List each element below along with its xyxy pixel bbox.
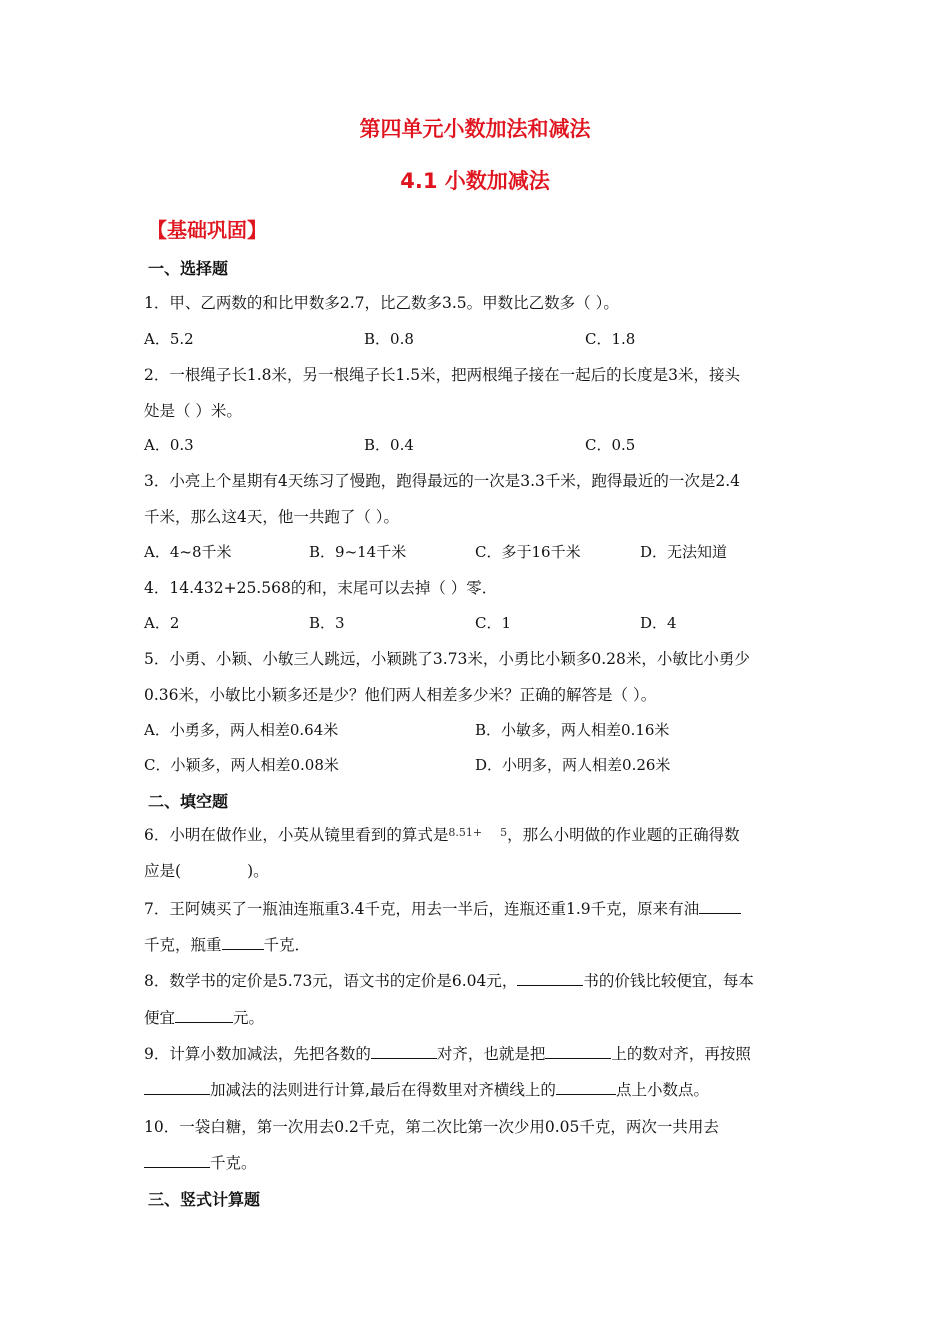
question-7-text-a: 7．王阿姨买了一瓶油连瓶重3.4千克，用去一半后，连瓶还重1.9千克，原来有油 (144, 900, 700, 918)
section-heading-vertical-calc: 三、竖式计算题 (148, 1190, 261, 1209)
question-3-option-d: D．无法知道 (640, 543, 728, 561)
question-1-text: 1．甲、乙两数的和比甲数多2.7，比乙数多3.5。甲数比乙数多（ ）。 (144, 294, 619, 312)
question-2-option-a: A．0.3 (144, 436, 194, 454)
question-8-line2 (144, 1006, 264, 1028)
question-8-text-c: 便宜 (144, 1009, 176, 1027)
question-8-text-b: 书的价钱比较便宜，每本 (583, 972, 754, 990)
answer-blank[interactable] (222, 935, 264, 950)
answer-blank[interactable] (517, 971, 583, 986)
question-5-line1: 5．小勇、小颖、小敏三人跳远，小颖跳了3.73米，小勇比小颖多0.28米，小敏比小勇少 (144, 650, 750, 668)
question-4-option-d: D．4 (640, 614, 677, 632)
question-8-line1 (144, 969, 754, 991)
question-5-option-b: B．小敏多，两人相差0.16米 (475, 721, 670, 739)
question-3-option-a: A．4~8千米 (144, 543, 232, 561)
question-4-option-c: C．1 (475, 614, 512, 632)
question-10-text-b: 千克。 (210, 1154, 257, 1172)
question-4-option-b: B．3 (309, 614, 345, 632)
page-subtitle: 4.1 小数加减法 (400, 169, 550, 193)
question-3-option-b: B．9~14千米 (309, 543, 407, 561)
question-8-text-a: 8．数学书的定价是5.73元，语文书的定价是6.04元， (144, 972, 518, 990)
question-5-line2: 0.36米，小敏比小颖多还是少？他们两人相差多少米？正确的解答是（ ）。 (144, 686, 657, 704)
question-6-line2 (144, 859, 269, 881)
question-2-line2: 处是（ ）米。 (144, 402, 242, 420)
question-9-text-e: 点上小数点。 (615, 1081, 709, 1099)
question-6-text-b: ，那么小明做的作业题的正确得数 (507, 826, 740, 844)
question-5-option-c: C．小颖多，两人相差0.08米 (144, 756, 339, 774)
question-9-text-a: 9．计算小数加减法，先把各数的 (144, 1045, 371, 1063)
section-tag: 【基础巩固】 (147, 218, 267, 242)
answer-blank[interactable] (699, 899, 741, 914)
question-7-text-c: 千克． (263, 936, 311, 954)
question-1-option-c: C．1.8 (585, 330, 636, 348)
answer-blank[interactable] (175, 1008, 233, 1023)
question-3-line1: 3．小亮上个星期有4天练习了慢跑，跑得最远的一次是3.3千米，跑得最近的一次是2.4 (144, 472, 741, 490)
question-3-option-c: C．多于16千米 (475, 543, 581, 561)
question-4-option-a: A．2 (144, 614, 180, 632)
question-7-line2 (144, 933, 310, 955)
question-5-option-a: A．小勇多，两人相差0.64米 (144, 721, 339, 739)
question-4-text: 4．14.432+25.568的和，末尾可以去掉（ ）零． (144, 579, 498, 597)
mirror-formula-a: 8.51+ (448, 826, 483, 839)
question-9-text-b: 对齐，也就是把 (436, 1045, 546, 1063)
answer-blank[interactable] (371, 1044, 437, 1059)
section-heading-fill: 二、填空题 (148, 792, 229, 811)
question-6-text-d: )。 (247, 862, 269, 880)
question-10-line1: 10．一袋白糖，第一次用去0.2千克，第二次比第一次少用0.05千克，两次一共用去 (144, 1118, 719, 1136)
answer-blank[interactable] (144, 1080, 210, 1095)
question-9-line2 (144, 1078, 709, 1100)
question-8-text-d: 元。 (233, 1009, 265, 1027)
answer-blank[interactable] (144, 1153, 210, 1168)
question-10-line2 (144, 1151, 257, 1173)
question-2-line1: 2．一根绳子长1.8米，另一根绳子长1.5米，把两根绳子接在一起后的长度是3米，接头 (144, 366, 741, 384)
question-3-line2: 千米，那么这4天，他一共跑了（ ）。 (144, 508, 400, 526)
question-2-option-b: B．0.4 (364, 436, 414, 454)
question-7-text-b: 千克，瓶重 (144, 936, 222, 954)
section-heading-choice: 一、选择题 (148, 259, 229, 278)
question-9-line1 (144, 1042, 751, 1064)
question-5-option-d: D．小明多，两人相差0.26米 (475, 756, 671, 774)
question-6-line1 (144, 823, 740, 845)
question-1-option-a: A．5.2 (144, 330, 194, 348)
question-9-text-c: 上的数对齐，再按照 (611, 1045, 751, 1063)
question-1-option-b: B．0.8 (364, 330, 414, 348)
answer-blank[interactable] (556, 1080, 616, 1095)
question-2-option-c: C．0.5 (585, 436, 636, 454)
question-6-text-c: 应是( (144, 862, 182, 880)
question-7-line1 (144, 897, 741, 919)
question-6-text-a: 6．小明在做作业，小英从镜里看到的算式是 (144, 826, 449, 844)
mirror-formula-b: 5 (500, 826, 508, 839)
question-9-text-d: 加减法的法则进行计算,最后在得数里对齐横线上的 (210, 1081, 556, 1099)
answer-blank[interactable] (545, 1044, 611, 1059)
page-title: 第四单元小数加法和减法 (359, 117, 591, 141)
